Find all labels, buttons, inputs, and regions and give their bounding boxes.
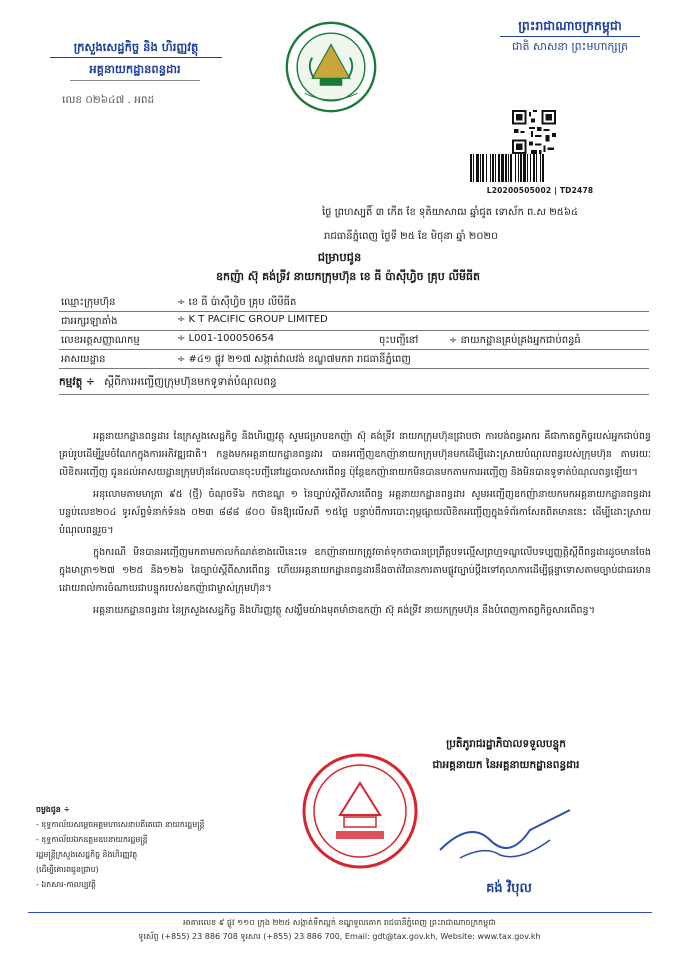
footer-address: អាគារលេខ ៩ ផ្លូវ ១១០ ក្រុង ២២៥ សង្កាត់ទឹកល្អក់ ខណ្ឌទួលគោក រាជធានីភ្នំពេញ ព្រះរាជាណាចក្រកម្ពុជា: [183, 918, 496, 927]
signatory-title-2: ជាអគ្គនាយក នៃអគ្គនាយកដ្ឋានពន្ធដារ: [432, 759, 580, 771]
body-paragraph-1: អគ្គនាយកដ្ឋានពន្ធដារ នៃក្រសួងសេដ្ឋកិច្ច និងហិរញ្ញវត្ថុ សូមជម្រាបឧកញ៉ា ស៊ុ គង់ទ្រីវ នាយកក្រុមហ៊ុនជ្រាបថា ការបង់ពន្ធអាករ គឺជាកាតព្វកិច្ចរបស់អ្នកជាប់ពន្ធគ្រប់រូបដើម្បីរួមចំណែកក្នុងការអភិវឌ្ឍជាតិ។ កន្លងមកអគ្គនាយកដ្ឋានពន្ធដារ បានអញ្ជើញឧកញ៉ានាយកក្រុមហ៊ុនមកដើម្បីដោះស្រាយបំណុលពន្ធរបស់ក្រុមហ៊ុន តាមរយៈលិខិតអញ្ជើញ ជូនដល់អាសយដ្ឋានក្រុមហ៊ុនដែលបានចុះបញ្ជីនៅរដ្ឋបាលសារពើពន្ធ ប៉ុន្តែឧកញ៉ានាយកមិនបានមកតាមការអញ្ជើញ និងមិនបានទូទាត់បំណុលពន្ធឡើយ។: [59, 431, 651, 478]
info-row-name: [59, 293, 649, 312]
cc-item: - ឯកសារ-កាលប្បវត្តិ: [36, 880, 96, 889]
tin-value: ÷ L001-100050654: [177, 333, 275, 344]
notice-title: ជម្រាបជូន: [317, 250, 362, 264]
body-paragraph-3: ក្នុងករណី មិនបានអញ្ជើញមកតាមកាលកំណត់ខាងលើនេះទេ ឧកញ៉ានាយកត្រូវចាត់ទុកថាបានប្រព្រឹត្តបទល្មើសព្រហ្មទណ្ឌលើបទប្បញ្ញត្តិស្តីពីពន្ធដារដូចមានចែងក្នុងមាត្រា១២៧ ១២៥ និង១២៦ នៃច្បាប់ស្តីពីសារពើពន្ធ ហើយអគ្គនាយកដ្ឋានពន្ធដារនឹងចាត់វិធានការតាមផ្លូវច្បាប់ប្ដឹងទៅតុលាការដើម្បីផ្តន្ទាទោសតាមច្បាប់ជាធរមាន ដោយរាល់ការចំណាយជាបន្ទុករបស់ឧកញ៉ាជាម្ចាស់ក្រុមហ៊ុន។: [59, 547, 651, 594]
footer-contact: ទូរស័ព្ទ (+855) 23 886 708 ទូរសារ (+855) 23 886 700, Email: gdt@tax.gov.kh, Website: www.tax.gov.kh: [138, 932, 541, 941]
latin-name-label: ជាអក្សរឡាតាំង: [61, 316, 118, 327]
tax-department-seal-icon: [284, 20, 378, 114]
latin-name-value: ÷ K T PACIFIC GROUP LIMITED: [177, 314, 328, 325]
subject-label: កម្មវត្ថុ ÷: [59, 376, 95, 388]
subject-text: ស្តីពីការអញ្ជើញក្រុមហ៊ុនមកទូទាត់បំណុលពន្ធ: [104, 376, 277, 388]
reference-number: លេខ ០២៦៤៧ . អពដ: [62, 94, 155, 106]
info-row-latin: [59, 312, 649, 331]
letter-body: [59, 428, 651, 624]
carbon-copy-list: [36, 802, 256, 892]
company-name-value: ÷ ខេ ធី ប៉ាស៊ីហ្វិច គ្រុប លីមីធីត: [177, 297, 297, 308]
ministry-name: ក្រសួងសេដ្ឋកិច្ច និង ហិរញ្ញវត្ថុ: [73, 40, 199, 54]
cc-item: រដ្ឋមន្ត្រីក្រសួងសេដ្ឋកិច្ច និងហិរញ្ញវត្ថុ: [36, 850, 138, 859]
cc-item: - ខុទ្ទកាល័យឯកឧត្តមឧបនាយករដ្ឋមន្ត្រី: [36, 835, 148, 844]
cc-item: - ខុទ្ទកាល័យសម្តេចអគ្គមហាសេនាបតីតេជោ នាយករដ្ឋមន្ត្រី: [36, 820, 205, 829]
body-paragraph-2: អនុលោមតាមមាត្រា ៩៥ (ថ្មី) ចំណុចទី៦ កថាខណ្ឌ ១ នៃច្បាប់ស្តីពីសារពើពន្ធ អគ្គនាយកដ្ឋានពន្ធដារ សូមអញ្ជើញឧកញ៉ានាយកមកអគ្គនាយកដ្ឋានពន្ធដារ បន្ទប់លេខ២០៤ ទូរស័ព្ទទំនាក់ទំនង ០២៣ ៨៨៨ ៨០០ មិនឱ្យលើសពី ១៥ថ្ងៃ បន្ទាប់ពីការបោះពុម្ពផ្សាយលិខិតអញ្ជើញក្នុងទំព័រកាសែតពិតមាននេះ ដើម្បីដោះស្រាយបំណុលពន្ធរួច។: [59, 489, 651, 536]
kingdom-underline: [500, 36, 640, 37]
address-value: ÷ #៤១ ផ្លូវ ២១៧ សង្កាត់វាលវង់ ខណ្ឌ៧មករា រាជធានីភ្នំពេញ: [177, 354, 411, 365]
cc-title: ចម្លងជូន ÷: [36, 805, 70, 814]
signatory-name: គង់ វិបុល: [486, 881, 532, 896]
info-row-address: [59, 350, 649, 369]
tin-label: លេខអត្តសញ្ញាណកម្ម: [61, 335, 140, 346]
department-underline: [70, 80, 200, 81]
registered-label: ចុះបញ្ជីនៅ: [379, 335, 419, 346]
department-name: អគ្គនាយកដ្ឋានពន្ធដារ: [89, 62, 181, 76]
registered-value: ÷ នាយកដ្ឋានគ្រប់គ្រងអ្នកជាប់ពន្ធធំ: [449, 335, 581, 346]
lunar-date: ថ្ងៃ ព្រហស្បតិ៍ ៣ កើត ខែ ទុតិយាសាឍ ឆ្នាំជូត ទោស័ក ព.ស ២៥៦៤: [322, 207, 579, 218]
cc-item: (ដើម្បីគោរពជូនជ្រាប): [36, 865, 99, 874]
addressee: ឧកញ៉ា ស៊ុ គង់ទ្រីវ នាយកក្រុមហ៊ុន ខេ ធី ប៉ាស៊ីហ្វិច គ្រុប លីមីធីត: [216, 270, 480, 283]
kingdom-title: ព្រះរាជាណាចក្រកម្ពុជា: [518, 18, 622, 33]
signature-block: [386, 738, 626, 774]
footer-divider: [28, 912, 652, 913]
solar-date: រាជធានីភ្នំពេញ ថ្ងៃទី ២៥ ខែ មិថុនា ឆ្នាំ ២០២០: [324, 231, 499, 242]
national-motto: ជាតិ សាសនា ព្រះមហាក្សត្រ: [512, 40, 628, 53]
info-row-tin: [59, 331, 649, 350]
company-info-table: [59, 293, 649, 369]
ministry-underline: [50, 57, 222, 58]
document-code: L20200505002 | TD2478: [486, 186, 594, 195]
subject-line: [59, 376, 649, 395]
company-name-label: ឈ្មោះក្រុមហ៊ុន: [61, 297, 116, 308]
barcode-icon: [468, 154, 612, 182]
body-paragraph-4: អគ្គនាយកដ្ឋានពន្ធដារ នៃក្រសួងសេដ្ឋកិច្ច និងហិរញ្ញវត្ថុ សង្ឃឹមយ៉ាងមុតមាំថាឧកញ៉ា ស៊ុ គង់ទ្រីវ នាយកក្រុមហ៊ុន នឹងបំពេញកាតព្វកិច្ចសារពើពន្ធ។: [93, 605, 595, 616]
qr-code-icon: [512, 110, 556, 154]
handwritten-signature-icon: [430, 800, 580, 870]
address-label: អាសយដ្ឋាន: [61, 354, 106, 365]
signatory-title-1: ប្រតិភូរាជរដ្ឋាភិបាលទទួលបន្ទុក: [446, 738, 566, 750]
